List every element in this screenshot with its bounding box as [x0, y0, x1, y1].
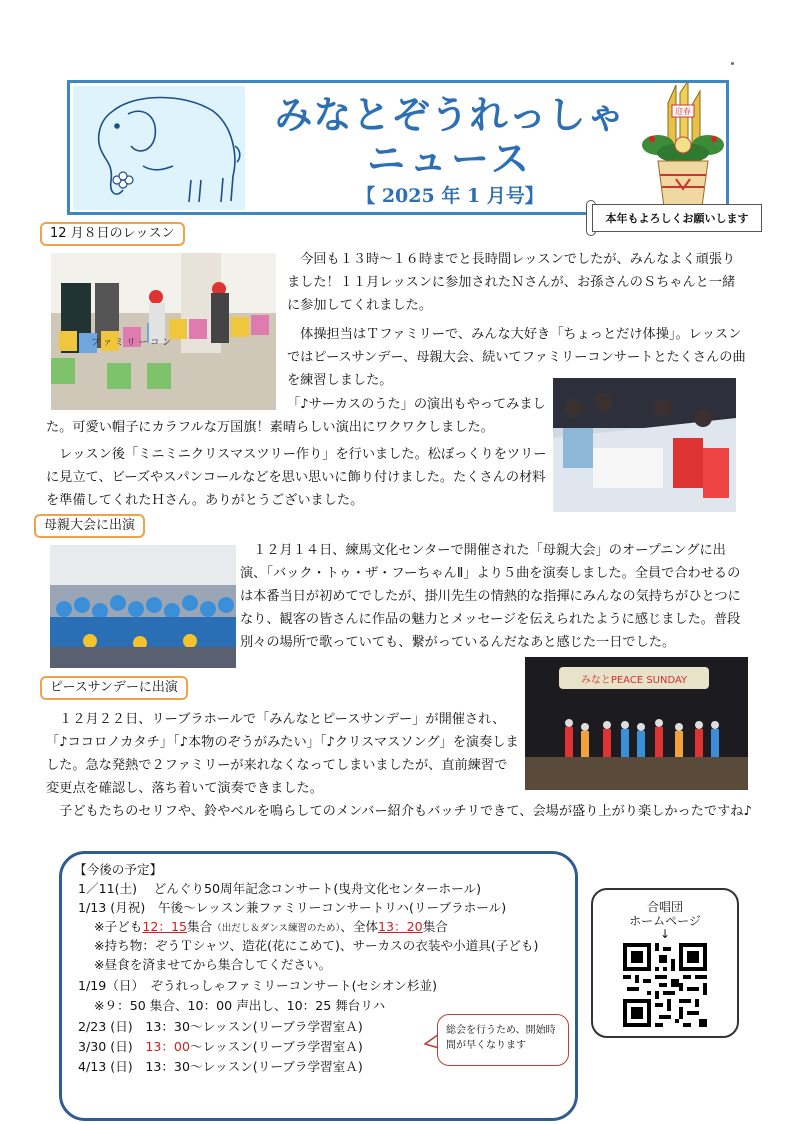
schedule-box — [59, 851, 578, 1121]
schedule-item-1: 1／11(土) どんぐり50周年記念コンサート(曳舟文化センターホール) — [78, 881, 481, 896]
changed-start-time: 13：00 — [145, 1039, 190, 1054]
masthead — [67, 80, 729, 215]
stage-sign: みなとPEACE SUNDAY — [580, 675, 688, 686]
elephant-illustration — [73, 86, 245, 210]
peace-sunday-photo — [525, 657, 748, 790]
section-label-mothers-convention: 母親大会に出演 — [34, 514, 145, 538]
schedule-item-2-note-1: ※子ども12：15集合（出だし＆ダンス練習のため）、全体13：20集合 — [94, 919, 448, 934]
schedule-item-2-note-3: ※昼食を済ませてから集合してください。 — [94, 957, 332, 972]
schedule-item-3: 1/19（日） ぞうれっしゃファミリーコンサート(セシオン杉並) — [78, 978, 437, 993]
pine-icon — [642, 135, 724, 163]
pot-icon — [658, 161, 708, 207]
mothers-convention-photo — [50, 545, 236, 668]
tree-making-photo — [553, 378, 736, 512]
lesson-paragraph-2: 体操担当はＴファミリーで、みんな大好き「ちょっとだけ体操」。レッスンではピースサンデー、母親大会、続いてファミリーコンサートとたくさんの曲を練習しました。 — [287, 327, 746, 388]
newsletter-title: みなとぞうれっしゃ — [274, 93, 626, 137]
new-year-banner: 本年もよろしくお願いします — [592, 204, 762, 232]
schedule-item-2: 1/13 (月祝) 午後～レッスン兼ファミリーコンサートリハ(リーブラホール) — [78, 900, 507, 915]
issue-date: 【 2025 年 1 月号】 — [356, 185, 544, 207]
qr-label-choir: 合唱団 — [646, 900, 683, 914]
schedule-item-5: 3/30 (日) 13：00～レッスン(リーブラ学習室Ａ) — [78, 1039, 363, 1054]
schedule-note-bubble: 総会を行うため、開始時間が早くなります — [437, 1014, 569, 1066]
homepage-qr-box — [591, 888, 739, 1038]
schedule-item-3-note: ※９：50 集合、10：00 声出し、10：25 舞台リハ — [94, 998, 386, 1013]
schedule-item-4: 2/23 (日) 13：30～レッスン(リーブラ学習室Ａ) — [78, 1019, 363, 1034]
peace-sunday-paragraph-1: １２月２２日、リーブラホールで「みんなとピースサンデー」が開催され、「♪ココロノカタチ」「♪本物のぞうがみたい」「♪クリスマスソング」を演奏しました。急な発熱で２ファミリーが来れなくなってしまいましたが、直前練習で変更点を確認し、落ち着いて演奏できました。 — [46, 712, 519, 796]
down-arrow-icon: ↓ — [659, 927, 671, 941]
section-label-peace-sunday: ピースサンデーに出演 — [40, 676, 188, 700]
schedule-item-2-note-2: ※持ち物：ぞうＴシャツ、造花(花にこめて)、サーカスの衣装や小道具(子ども) — [94, 938, 539, 953]
kadomatsu-tag: 迎春 — [675, 107, 691, 116]
lesson-paragraph-4: レッスン後「ミニミニクリスマスツリー作り」を行いました。松ぼっくりをツリーに見立て、ビーズやスパンコールなどを思い思いに飾り付けました。たくさんの材料を準備してくれたＨさん。ありがとうございました。 — [46, 447, 547, 508]
qr-code-icon[interactable] — [623, 943, 707, 1027]
all-gather-time: 13：20 — [378, 919, 423, 934]
lesson-paragraph-3-text: 「♪サーカスのうた」の演出もやってみました。可愛い帽子にカラフルな万国旗！素晴らしい演出にワクワクしました。 — [46, 397, 546, 435]
elephant-icon — [73, 86, 245, 210]
schedule-item-6: 4/13 (日) 13：30～レッスン(リーブラ学習室Ａ) — [78, 1059, 363, 1074]
stray-dot — [731, 62, 734, 65]
section-label-lesson: 12 月８日のレッスン — [40, 222, 185, 246]
lesson-photo — [51, 253, 276, 410]
mothers-convention-paragraph: １２月１４日、練馬文化センターで開催された「母親大会」のオープニングに出演、「バック・トゥ・ザ・フーちゃんⅡ」より５曲を演奏しました。全員で合わせるのは本番当日が初めてでしたが、掛川先生の情熱的な指揮にみんなの気持ちがひとつになり、観客の皆さんに作品の魅力とメッセージを伝えられたように感じました。普段別々の場所で歌っていても、繋がっているんだなあと感じた一日でした。 — [240, 543, 741, 650]
child-gather-time: 12：15 — [142, 919, 187, 934]
peace-sunday-paragraph-2: 子どもたちのセリフや、鈴やベルを鳴らしてのメンバー紹介もバッチリできて、会場が盛り上がり楽しかったですね♪ — [46, 804, 752, 819]
schedule-heading: 【今後の予定】 — [74, 862, 163, 877]
kadomatsu-illustration — [638, 83, 728, 211]
newsletter-subtitle: ニュース — [366, 137, 534, 181]
lesson-paragraph-1: 今回も１３時～１６時までと長時間レッスンでしたが、みんなよく頑張りました！１１月レッスンに参加されたＮさんが、お孫さんのＳちゃんと一緒に参加してくれました。 — [287, 252, 736, 313]
qr-label-homepage: ホームページ — [629, 914, 701, 928]
svg-text:フ ァ ミ リ ー コ ン: フ ァ ミ リ ー コ ン — [91, 338, 172, 348]
